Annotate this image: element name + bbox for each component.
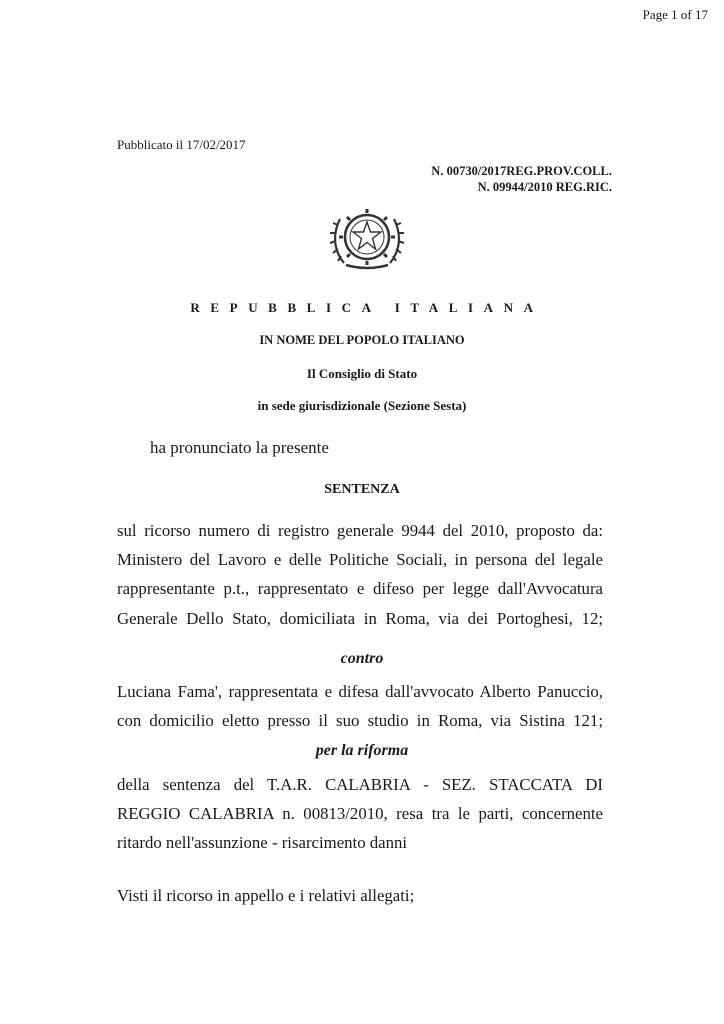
paragraph-line: rappresentante p.t., rappresentato e difeso per legge dall'Avvocatura xyxy=(117,579,603,599)
pronounced-text: ha pronunciato la presente xyxy=(150,438,329,457)
paragraph-line: Ministero del Lavoro e delle Politiche Sociali, in persona del legale xyxy=(117,550,603,570)
paragraph-line: sul ricorso numero di registro generale 9944 del 2010, proposto da: xyxy=(117,521,603,540)
reg-ric-number: N. 09944/2010 REG.RIC. xyxy=(477,180,612,194)
paragraph-line: Generale Dello Stato, domiciliata in Roma, via dei Portoghesi, 12; xyxy=(117,608,603,628)
reg-prov-coll-number: N. 00730/2017REG.PROV.COLL. xyxy=(431,164,612,178)
riforma-paragraph xyxy=(117,770,603,858)
publication-date: Pubblicato il 17/02/2017 xyxy=(117,137,246,152)
paragraph-line: ritardo nell'assunzione - risarcimento danni xyxy=(117,833,408,853)
paragraph-line: con domicilio eletto presso il suo studio in Roma, via Sistina 121; xyxy=(117,711,603,731)
paragraph-line: Visti il ricorso in appello e i relativi allegati; xyxy=(117,886,415,905)
paragraph-line: REGGIO CALABRIA n. 00813/2010, resa tra le parti, concernente xyxy=(117,804,603,824)
riforma-heading: per la riforma xyxy=(315,742,409,759)
council-heading: Il Consiglio di Stato xyxy=(306,366,418,381)
section-heading: in sede giurisdizionale (Sezione Sesta) xyxy=(257,398,467,413)
paragraph-line: Luciana Fama', rappresentata e difesa dall'avvocato Alberto Panuccio, xyxy=(117,682,603,701)
sentenza-heading: SENTENZA xyxy=(324,482,400,497)
republic-heading: REPUBBLICA ITALIANA xyxy=(190,300,544,315)
people-heading: IN NOME DEL POPOLO ITALIANO xyxy=(259,333,465,347)
contro-heading: contro xyxy=(340,650,384,667)
ricorso-paragraph xyxy=(117,516,603,633)
paragraph-line: della sentenza del T.A.R. CALABRIA - SEZ. STACCATA DI xyxy=(117,775,603,794)
page-indicator: Page 1 of 17 xyxy=(642,7,708,22)
italian-republic-emblem-icon xyxy=(326,201,408,273)
visti-paragraph xyxy=(117,881,603,910)
contro-paragraph xyxy=(117,677,603,735)
